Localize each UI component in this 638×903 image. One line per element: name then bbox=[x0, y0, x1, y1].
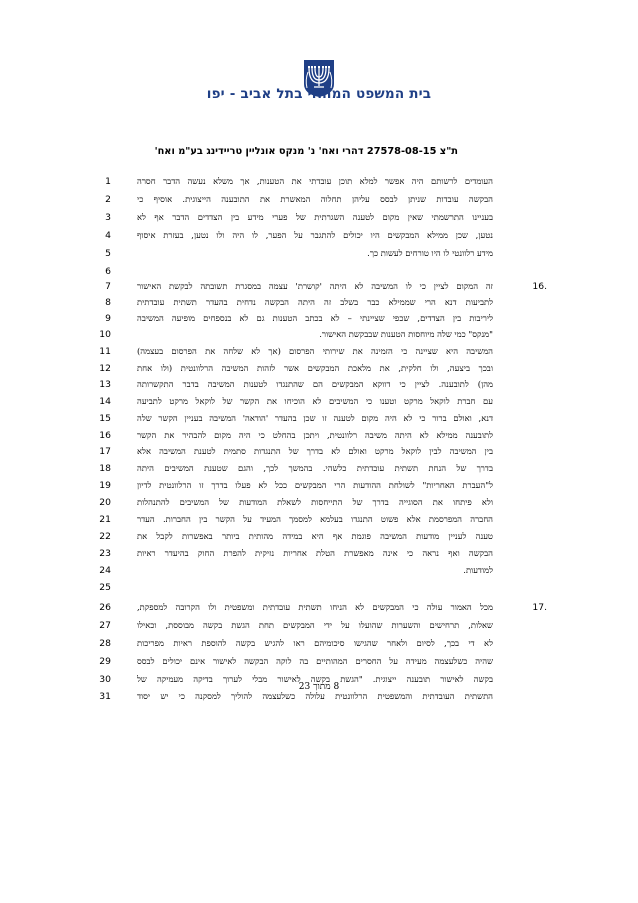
line-number: 1 bbox=[105, 176, 111, 187]
text-line bbox=[0, 229, 638, 242]
line-text: ליריבות בין הצדדים, שכפי שציינתי – לא בכתב הטענות גם לא בנספחים מופיעה המשיבה bbox=[137, 313, 493, 323]
line-number: 31 bbox=[99, 691, 111, 702]
line-number: 4 bbox=[105, 230, 111, 241]
line-number: 22 bbox=[99, 531, 111, 542]
line-text: טענה לעניין מודעות המשיבה פוגמת אף היא במידה מהותית ביותר באפשרות לקבל את bbox=[137, 531, 493, 541]
line-number: 20 bbox=[99, 497, 111, 508]
line-number: 5 bbox=[105, 248, 111, 259]
line-text: למודעות. bbox=[463, 565, 493, 575]
line-text: בין המשיבה לבין לוקאל מרקט ואולם לא בדרך של התנגדות סתמית לטענת המשיבה אלא bbox=[137, 446, 493, 456]
text-line bbox=[0, 581, 638, 594]
text-line bbox=[0, 211, 638, 224]
line-number: 13 bbox=[99, 379, 111, 390]
text-line bbox=[0, 378, 638, 391]
line-number: 15 bbox=[99, 413, 111, 424]
line-text: התשתית העובדתית והמשפטית הרלוונטית עלולה כשלעצמה להוליך למסקנה כי יש יסוד bbox=[137, 691, 493, 701]
text-line bbox=[0, 280, 638, 293]
text-line bbox=[0, 296, 638, 309]
line-number: 17 bbox=[99, 446, 111, 457]
line-text: מהן) לתובענה. לציין כי דווקא המבקשים הם שהתנגדו לטענות המשיבה בדבר התקשרותה bbox=[137, 379, 493, 389]
line-text: לא די בכך, לסיום ולאחר שהגישו סיכומיהם ראו להגיש בקשה להוספת ראיות מפריכות bbox=[137, 638, 493, 648]
line-text: הבקשה עובדות שניתן לבסס עליהן תחלוה המאשרת את התובענה הייצוגית. אוסיף כי bbox=[137, 194, 493, 204]
line-text: החברה המפרסמת אלא פשוט התנגדו בעלמא למסמך המעיד על הקשר בין החברות. העדר bbox=[137, 514, 493, 524]
line-number: 10 bbox=[99, 329, 111, 340]
page-number: 8 מתוך 23 bbox=[298, 682, 340, 692]
court-name: בית המשפט המחוזי בתל אביב - יפו bbox=[206, 86, 432, 102]
line-text: שאלות, תרחישים והשערות שהועלו על ידי המבקשים תחת הגשת בקשה מבוססת, וכאילו bbox=[137, 620, 493, 630]
text-line bbox=[0, 312, 638, 325]
line-number: 26 bbox=[99, 602, 111, 613]
case-title: ת"צ 27578-08-15 דהרי ואח' נ' מנקס אונליין טריידינג בע"מ ואח' bbox=[154, 146, 458, 157]
line-number: 14 bbox=[99, 396, 111, 407]
text-line bbox=[0, 247, 638, 260]
line-text: בקשה לאישור תובענה ייצוגית. "הגשת בקשה לאישור מבלי לערוך בדיקה מעמיקה של bbox=[137, 674, 493, 684]
line-text: שהיה כשלעצמה מעידה על החסרים המהותיים בה לוקה הבקשה לאישור אינם יכולים לבסס bbox=[137, 656, 493, 666]
text-line bbox=[0, 429, 638, 442]
line-number: 21 bbox=[99, 514, 111, 525]
line-number: 7 bbox=[105, 281, 111, 292]
text-line bbox=[0, 362, 638, 375]
line-text: בעניינו התרשמתי שאין מקום לטענה השגרתית של פערי מידע בין הצדדים הדבר אף לא bbox=[137, 212, 493, 222]
paragraph-number: 17. bbox=[532, 602, 547, 613]
line-text: המשיבה היא שציינה כי הזמינה את שירותי הפרסום (אך לא שלחה את הפרסום בעצמה) bbox=[137, 346, 493, 356]
text-line bbox=[0, 345, 638, 358]
line-text: בדרך של הנחת תשתית עובדתית כלשהי. בהמשך לכך, והגם שטענת המשיבים היתה bbox=[137, 463, 493, 473]
line-number: 3 bbox=[105, 212, 111, 223]
line-text: זה המקום לציין כי לו המשיבה לא היתה 'קושרת' עצמה במסגרת תשובתה לבקשת האישור bbox=[137, 281, 493, 291]
line-text: נטען, שכן ממילא המבקשים היו יכולים להתגבר על הפער, לו היה ולו נטען, בעזרת איסוף bbox=[137, 230, 493, 240]
text-line bbox=[0, 479, 638, 492]
line-number: 25 bbox=[99, 582, 111, 593]
line-number: 29 bbox=[99, 656, 111, 667]
text-line bbox=[0, 462, 638, 475]
text-line bbox=[0, 564, 638, 577]
text-line bbox=[0, 619, 638, 632]
text-line bbox=[0, 412, 638, 425]
text-line bbox=[0, 175, 638, 188]
line-number: 16 bbox=[99, 430, 111, 441]
text-line bbox=[0, 513, 638, 526]
line-number: 19 bbox=[99, 480, 111, 491]
text-line bbox=[0, 637, 638, 650]
line-number: 27 bbox=[99, 620, 111, 631]
line-text: לתביעות דנא הרי שממילא כבר בשלב זה היתה הבקשה נדחית בהעדר תשתית עובדתית bbox=[137, 297, 493, 307]
text-line bbox=[0, 265, 638, 278]
text-line bbox=[0, 445, 638, 458]
line-text: "מנקס" כמי שלה מיוחסות הטענות שבבקשת האישור. bbox=[319, 329, 493, 339]
line-number: 24 bbox=[99, 565, 111, 576]
line-number: 6 bbox=[105, 266, 111, 277]
line-number: 2 bbox=[105, 194, 111, 205]
text-line bbox=[0, 601, 638, 614]
line-number: 30 bbox=[99, 674, 111, 685]
line-number: 8 bbox=[105, 297, 111, 308]
line-text: ולא פיתחו את הסוגייה בדרך של התייחסות לשאלת המודעות של המשיבים להתנהלות bbox=[137, 497, 493, 507]
line-text: ובכך ביצעה, ולו חלקית, את מלאכת המבקשים אשר לזהות המשיבה הרלוונטית (ולו אחת bbox=[137, 363, 493, 373]
line-text: הבקשה ואף נראה כי אינה מאפשרת הטלת אחריות נזיקית להפרת החוק בהיעדר ראיות bbox=[137, 548, 493, 558]
text-line bbox=[0, 193, 638, 206]
line-text: דנא, ואולם ברור כי לא היה מקום לטענה זו שכן בהעדר 'הודאה' המשיבה בעניין הקשר שלה bbox=[137, 413, 493, 423]
line-number: 9 bbox=[105, 313, 111, 324]
text-line bbox=[0, 655, 638, 668]
text-line bbox=[0, 395, 638, 408]
line-text: לתובענה ממילא לא היתה משיבה רלוונטית, ויתכן בהחלט כי היה מקום להבהיר את הקשר bbox=[137, 430, 493, 440]
line-text: עם חברת לוקאל מרקט וטענו כי המשיבים לא הוכיחו את הקשר של לוקאל מרקט לתביעה bbox=[137, 396, 493, 406]
line-number: 23 bbox=[99, 548, 111, 559]
line-number: 18 bbox=[99, 463, 111, 474]
line-text: מידע רלוונטי לו היו טורחים לעשות כך. bbox=[367, 248, 493, 258]
text-line bbox=[0, 496, 638, 509]
text-line bbox=[0, 547, 638, 560]
paragraph-number: 16. bbox=[532, 281, 547, 292]
line-text: העומדים לרשותם היה אפשר למלא תוכן עובדתי את הטענות, אך משלא נעשה הדבר חסרה bbox=[137, 176, 493, 186]
text-line bbox=[0, 530, 638, 543]
line-text: ל"העברת האחריות" לשולחת ההודעות הרי המבקשים ככל לא פעלו בדרך זו הרלוונטית לדיון bbox=[137, 480, 493, 490]
line-number: 12 bbox=[99, 363, 111, 374]
line-number: 28 bbox=[99, 638, 111, 649]
line-text: מכל האמור עולה כי המבקשים לא הניחו תשתית עובדתית ומשפטית ולו הקרובה למספקת, bbox=[137, 602, 493, 612]
line-number: 11 bbox=[99, 346, 111, 357]
text-line bbox=[0, 328, 638, 341]
